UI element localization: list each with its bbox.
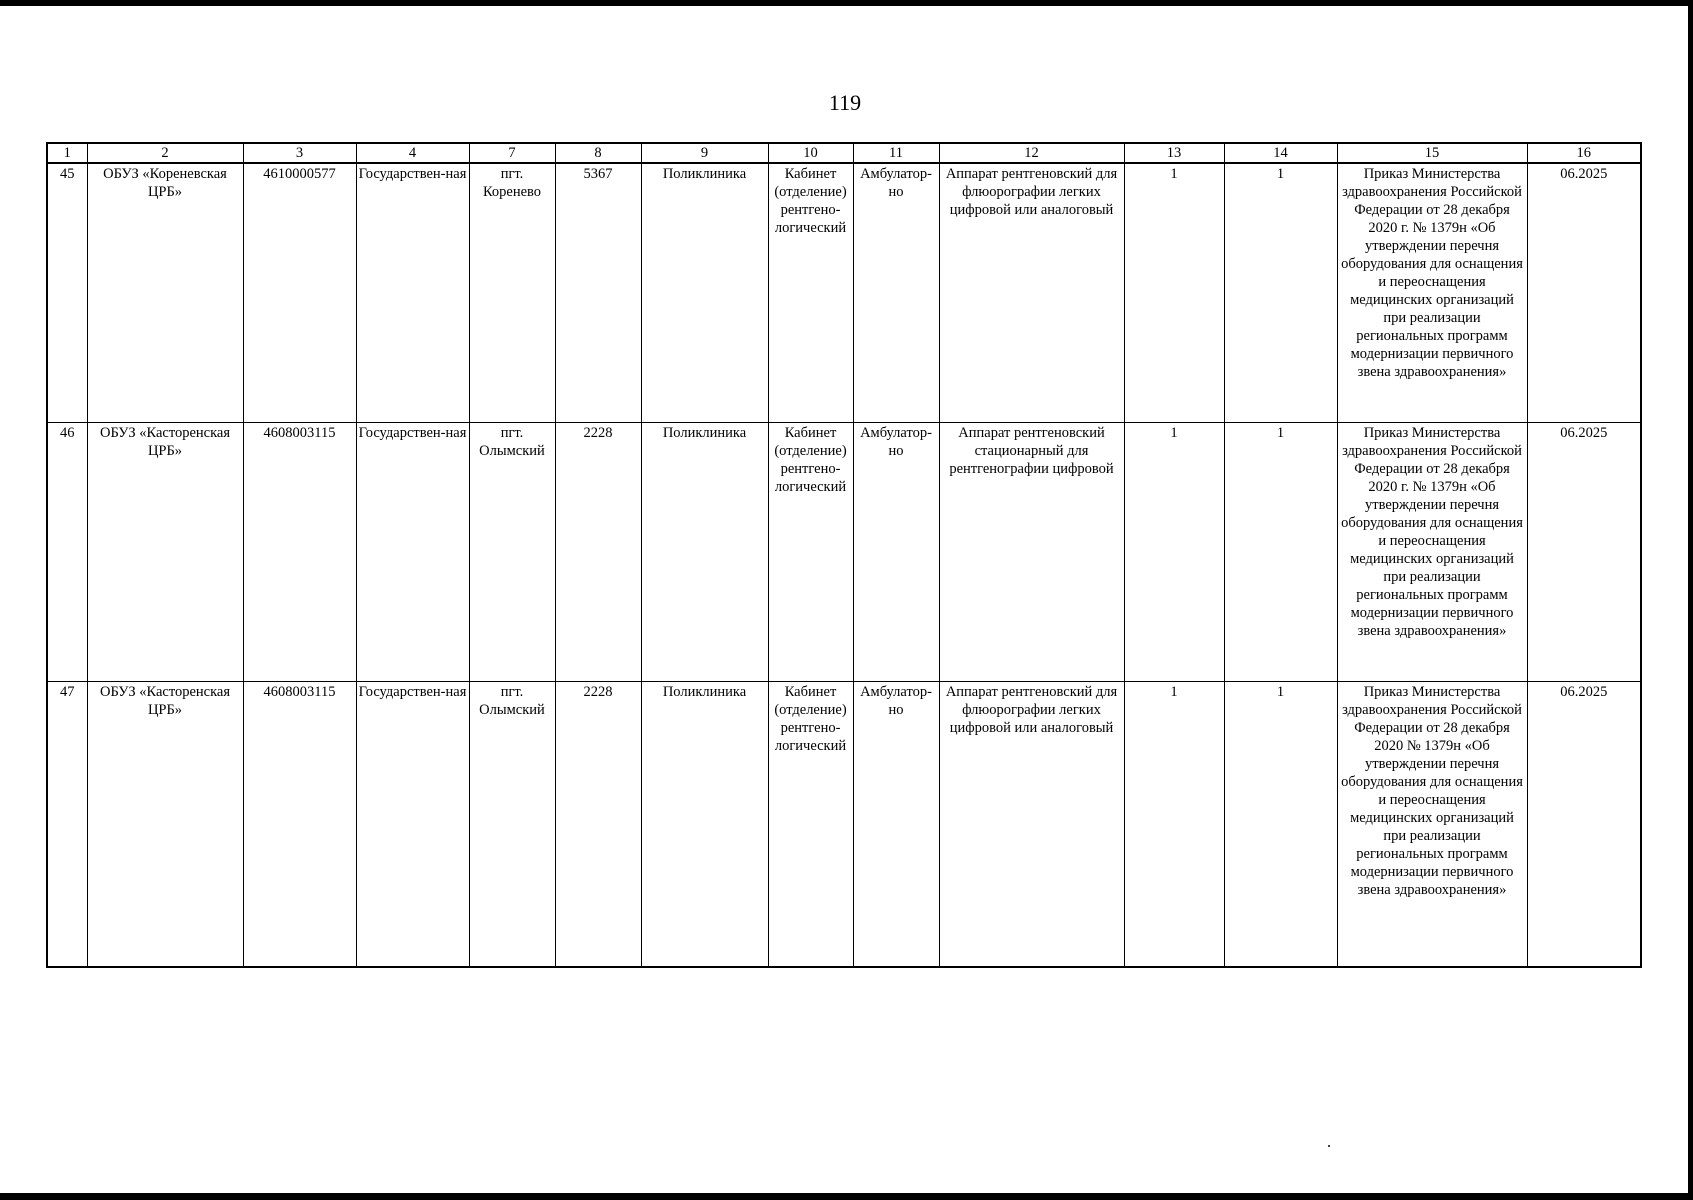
care-type-cell: Амбулатор-но	[853, 423, 939, 682]
column-number-header-row	[47, 143, 1641, 163]
row-number: 45	[47, 163, 87, 423]
locality-cell: пгт. Олымский	[469, 682, 555, 968]
table-row	[47, 163, 1641, 423]
quantity-cell: 1	[1124, 423, 1224, 682]
population-cell: 2228	[555, 682, 641, 968]
scan-border-right	[1688, 0, 1693, 1200]
facility-cell: Поликлиника	[641, 423, 768, 682]
unit-cell: Кабинет (отделение) рентгено-логический	[768, 423, 853, 682]
quantity-cell: 1	[1224, 682, 1337, 968]
legal-basis-cell: Приказ Министерства здравоохранения Российской Федерации от 28 декабря 2020 г. № 1379н «Об утверждении перечня оборудования для оснащения и переоснащения медицинских организаций при реализации региональных программ модернизации первичного звена здравоохранения»	[1337, 423, 1527, 682]
page-number: 119	[828, 90, 862, 115]
population-cell: 2228	[555, 423, 641, 682]
facility-cell: Поликлиника	[641, 682, 768, 968]
column-header: 3	[243, 143, 356, 163]
quantity-cell: 1	[1224, 163, 1337, 423]
unit-cell: Кабинет (отделение) рентгено-логический	[768, 163, 853, 423]
date-cell: 06.2025	[1527, 423, 1641, 682]
column-header: 9	[641, 143, 768, 163]
column-header: 12	[939, 143, 1124, 163]
unit-cell: Кабинет (отделение) рентгено-логический	[768, 682, 853, 968]
row-number: 46	[47, 423, 87, 682]
organization-name: ОБУЗ «Касторенская ЦРБ»	[87, 423, 243, 682]
care-type-cell: Амбулатор-но	[853, 163, 939, 423]
equipment-cell: Аппарат рентгеновский для флюорографии легких цифровой или аналоговый	[939, 163, 1124, 423]
locality-cell: пгт. Олымский	[469, 423, 555, 682]
column-header: 13	[1124, 143, 1224, 163]
row-number: 47	[47, 682, 87, 968]
locality-cell: пгт. Коренево	[469, 163, 555, 423]
column-header: 16	[1527, 143, 1641, 163]
column-header: 2	[87, 143, 243, 163]
column-header: 8	[555, 143, 641, 163]
quantity-cell: 1	[1124, 682, 1224, 968]
care-type-cell: Амбулатор-но	[853, 682, 939, 968]
legal-basis-cell: Приказ Министерства здравоохранения Российской Федерации от 28 декабря 2020 г. № 1379н «Об утверждении перечня оборудования для оснащения и переоснащения медицинских организаций при реализации региональных программ модернизации первичного звена здравоохранения»	[1337, 163, 1527, 423]
equipment-cell: Аппарат рентгеновский для флюорографии легких цифровой или аналоговый	[939, 682, 1124, 968]
organization-name: ОБУЗ «Касторенская ЦРБ»	[87, 682, 243, 968]
column-header: 15	[1337, 143, 1527, 163]
organization-name: ОБУЗ «Кореневская ЦРБ»	[87, 163, 243, 423]
date-cell: 06.2025	[1527, 163, 1641, 423]
equipment-registry-table	[46, 142, 1642, 968]
inn-cell: 4608003115	[243, 682, 356, 968]
column-header: 14	[1224, 143, 1337, 163]
ownership-cell: Государствен-ная	[356, 423, 469, 682]
quantity-cell: 1	[1124, 163, 1224, 423]
quantity-cell: 1	[1224, 423, 1337, 682]
facility-cell: Поликлиника	[641, 163, 768, 423]
inn-cell: 4610000577	[243, 163, 356, 423]
legal-basis-cell: Приказ Министерства здравоохранения Российской Федерации от 28 декабря 2020 № 1379н «Об утверждении перечня оборудования для оснащения и переоснащения медицинских организаций при реализации региональных программ модернизации первичного звена здравоохранения»	[1337, 682, 1527, 968]
column-header: 4	[356, 143, 469, 163]
column-header: 1	[47, 143, 87, 163]
ownership-cell: Государствен-ная	[356, 682, 469, 968]
column-header: 11	[853, 143, 939, 163]
table-row	[47, 423, 1641, 682]
scan-speck	[1328, 1145, 1330, 1147]
inn-cell: 4608003115	[243, 423, 356, 682]
ownership-cell: Государствен-ная	[356, 163, 469, 423]
equipment-cell: Аппарат рентгеновский стационарный для рентгенографии цифровой	[939, 423, 1124, 682]
table-row	[47, 682, 1641, 968]
column-header: 7	[469, 143, 555, 163]
scan-border-bottom	[0, 1193, 1693, 1200]
scan-border-top	[0, 0, 1693, 6]
column-header: 10	[768, 143, 853, 163]
population-cell: 5367	[555, 163, 641, 423]
date-cell: 06.2025	[1527, 682, 1641, 968]
